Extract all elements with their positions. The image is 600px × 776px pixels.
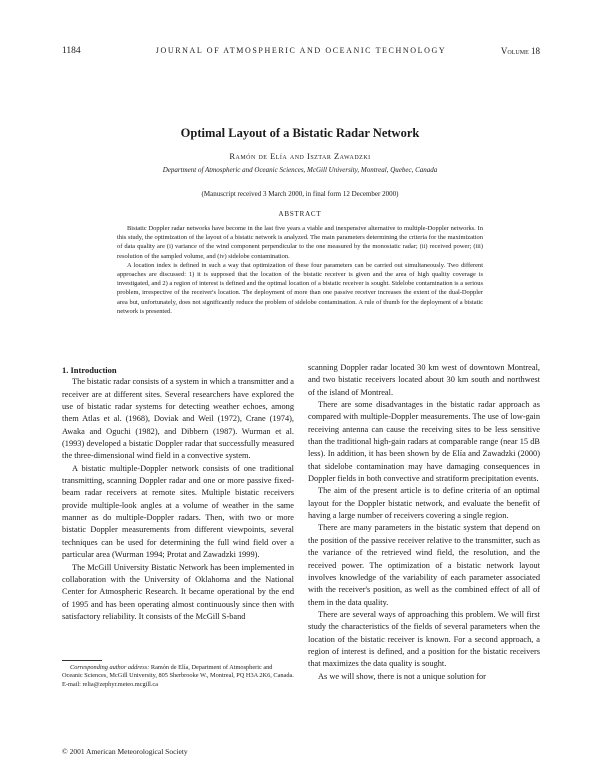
copyright-notice: © 2001 American Meteorological Society [62,747,188,756]
section-heading: 1. Introduction [62,365,117,375]
body-paragraph: The bistatic radar consists of a system in which a transmitter and a receiver are at different sites. Several researchers have explored the use of bistatic radar systems for detecting weather echoes, among them Atlas et al. (1968), Doviak and Weil (1972), Crane (1974), Awaka and Oguchi (1982), and Dibbern (1987). Wurman et al. (1993) developed a bistatic Doppler radar that successfully measured the three-dimensional wind field in a convective system. [62,377,294,461]
body-paragraph: A bistatic multiple-Doppler network consists of one traditional transmitting, scanning Doppler radar and one or more passive fixed-beam radar receivers at remote sites. Multiple bistatic receivers provide multiple-look angles at a volume of weather in the same manner as do multiple-Doppler radars. Then, with two or more bistatic Doppler measurements from different viewpoints, several techniques can be used for determining the full wind field over a particular area (Wurman 1994; Protat and Zawadzki 1999). [62,463,294,560]
footnote-text: Ramón de Elía, Department of Atmospheric and Oceanic Sciences, McGill University, 805 Sherbrooke W., Montreal, PQ H3A 2K6, Canada. [62,664,294,680]
body-paragraph: As we will show, there is not a unique solution for [318,671,486,681]
author-affiliation: Department of Atmospheric and Oceanic Sciences, McGill University, Montreal, Quebec, Canada [162,166,438,174]
manuscript-note: (Manuscript received 3 March 2000, in final form 12 December 2000) [201,190,399,198]
footnote-email: E-mail: relia@zephyr.meteo.mcgill.ca [62,680,159,688]
volume-label: Volume 18 [500,46,540,56]
abstract-paragraph: Bistatic Doppler radar networks have become in the last five years a viable and inexpensive alternative to multiple-Doppler networks. In this study, the optimization of the layout of a bistatic network is analyzed. The main parameters determining the criteria for the maximization of data quality are (i) variance of the wind component perpendicular to the one measured by the monostatic radar; (ii) received power; (iii) resolution of the sampled volume, and (iv) sidelobe contamination. [117,225,483,260]
page-header [62,46,540,58]
body-paragraph: There are some disadvantages in the bistatic radar approach as compared with multiple-Doppler measurements. The use of low-gain receiving antenna can cause the receiving sites to be less sensitive than the traditional high-gain radars at comparable range (near 15 dB less). In addition, it has been shown by de Elía and Zawadzki (2000) that sidelobe contamination may have damaging consequences in Doppler fields in both convective and stratiform precipitation events. [308,400,540,484]
footnote-label: Corresponding author address: [70,664,150,671]
text-column-right [308,362,540,683]
abstract-heading: ABSTRACT [278,210,322,218]
paper-title: Optimal Layout of a Bistatic Radar Network [180,126,420,140]
body-paragraph: scanning Doppler radar located 30 km west of downtown Montreal, and two bistatic receivers located about 30 km south and northwest of the island of Montreal. [308,363,540,397]
footnote-divider [62,660,102,661]
body-paragraph: There are many parameters in the bistatic system that depend on the position of the passive receiver relative to the transmitter, such as the variance of the retrieved wind field, the resolution, and the received power. The optimization of a bistatic network layout involves knowledge of the variability of each parameter associated with the receiver's position, as well as the combined effect of all of them in the data quality. [308,523,540,607]
abstract-paragraph: A location index is defined in such a way that optimization of these four parameters can be carried out simultaneously. Two different approaches are discussed: 1) it is supposed that the location of the bistatic receiver is given and the area of high quality coverage is investigated, and 2) a region of interest is defined and the optimal location of a bistatic receiver is sought. Sidelobe contamination is a serious problem, irrespective of the receiver's location. The deployment of more than one passive receiver increases the extent of the dual-Doppler area but, unfortunately, does not significantly reduce the problem of sidelobe contamination. A rule of thumb for the deployment of a bistatic network is presented. [117,261,483,315]
paper-authors: Ramón de Elía and Isztar Zawadzki [229,151,371,161]
page-number: 1184 [62,46,81,56]
body-paragraph: The McGill University Bistatic Network has been implemented in collaboration with the University of Oklahoma and the National Center for Atmospheric Research. It became operational by the end of 1995 and has been operating almost continuously since then with satisfactory reliability. It consists of the McGill S-band [62,562,294,621]
footnote [62,664,294,689]
body-paragraph: The aim of the present article is to define criteria of an optimal layout for the Doppler bistatic network, and evaluate the benefit of having a large number of receivers covering a single region. [308,486,540,521]
journal-name: JOURNAL OF ATMOSPHERIC AND OCEANIC TECHNOLOGY [155,46,447,55]
body-paragraph: There are several ways of approaching this problem. We will first study the characteristics of the fields of several parameters when the location of the bistatic receiver is known. For a second approach, a region of interest is defined, and a position for the bistatic receivers that maximizes the data quality is sought. [308,609,540,669]
abstract-body [117,224,483,316]
text-column-left [62,364,294,623]
footnote-address [62,664,294,681]
